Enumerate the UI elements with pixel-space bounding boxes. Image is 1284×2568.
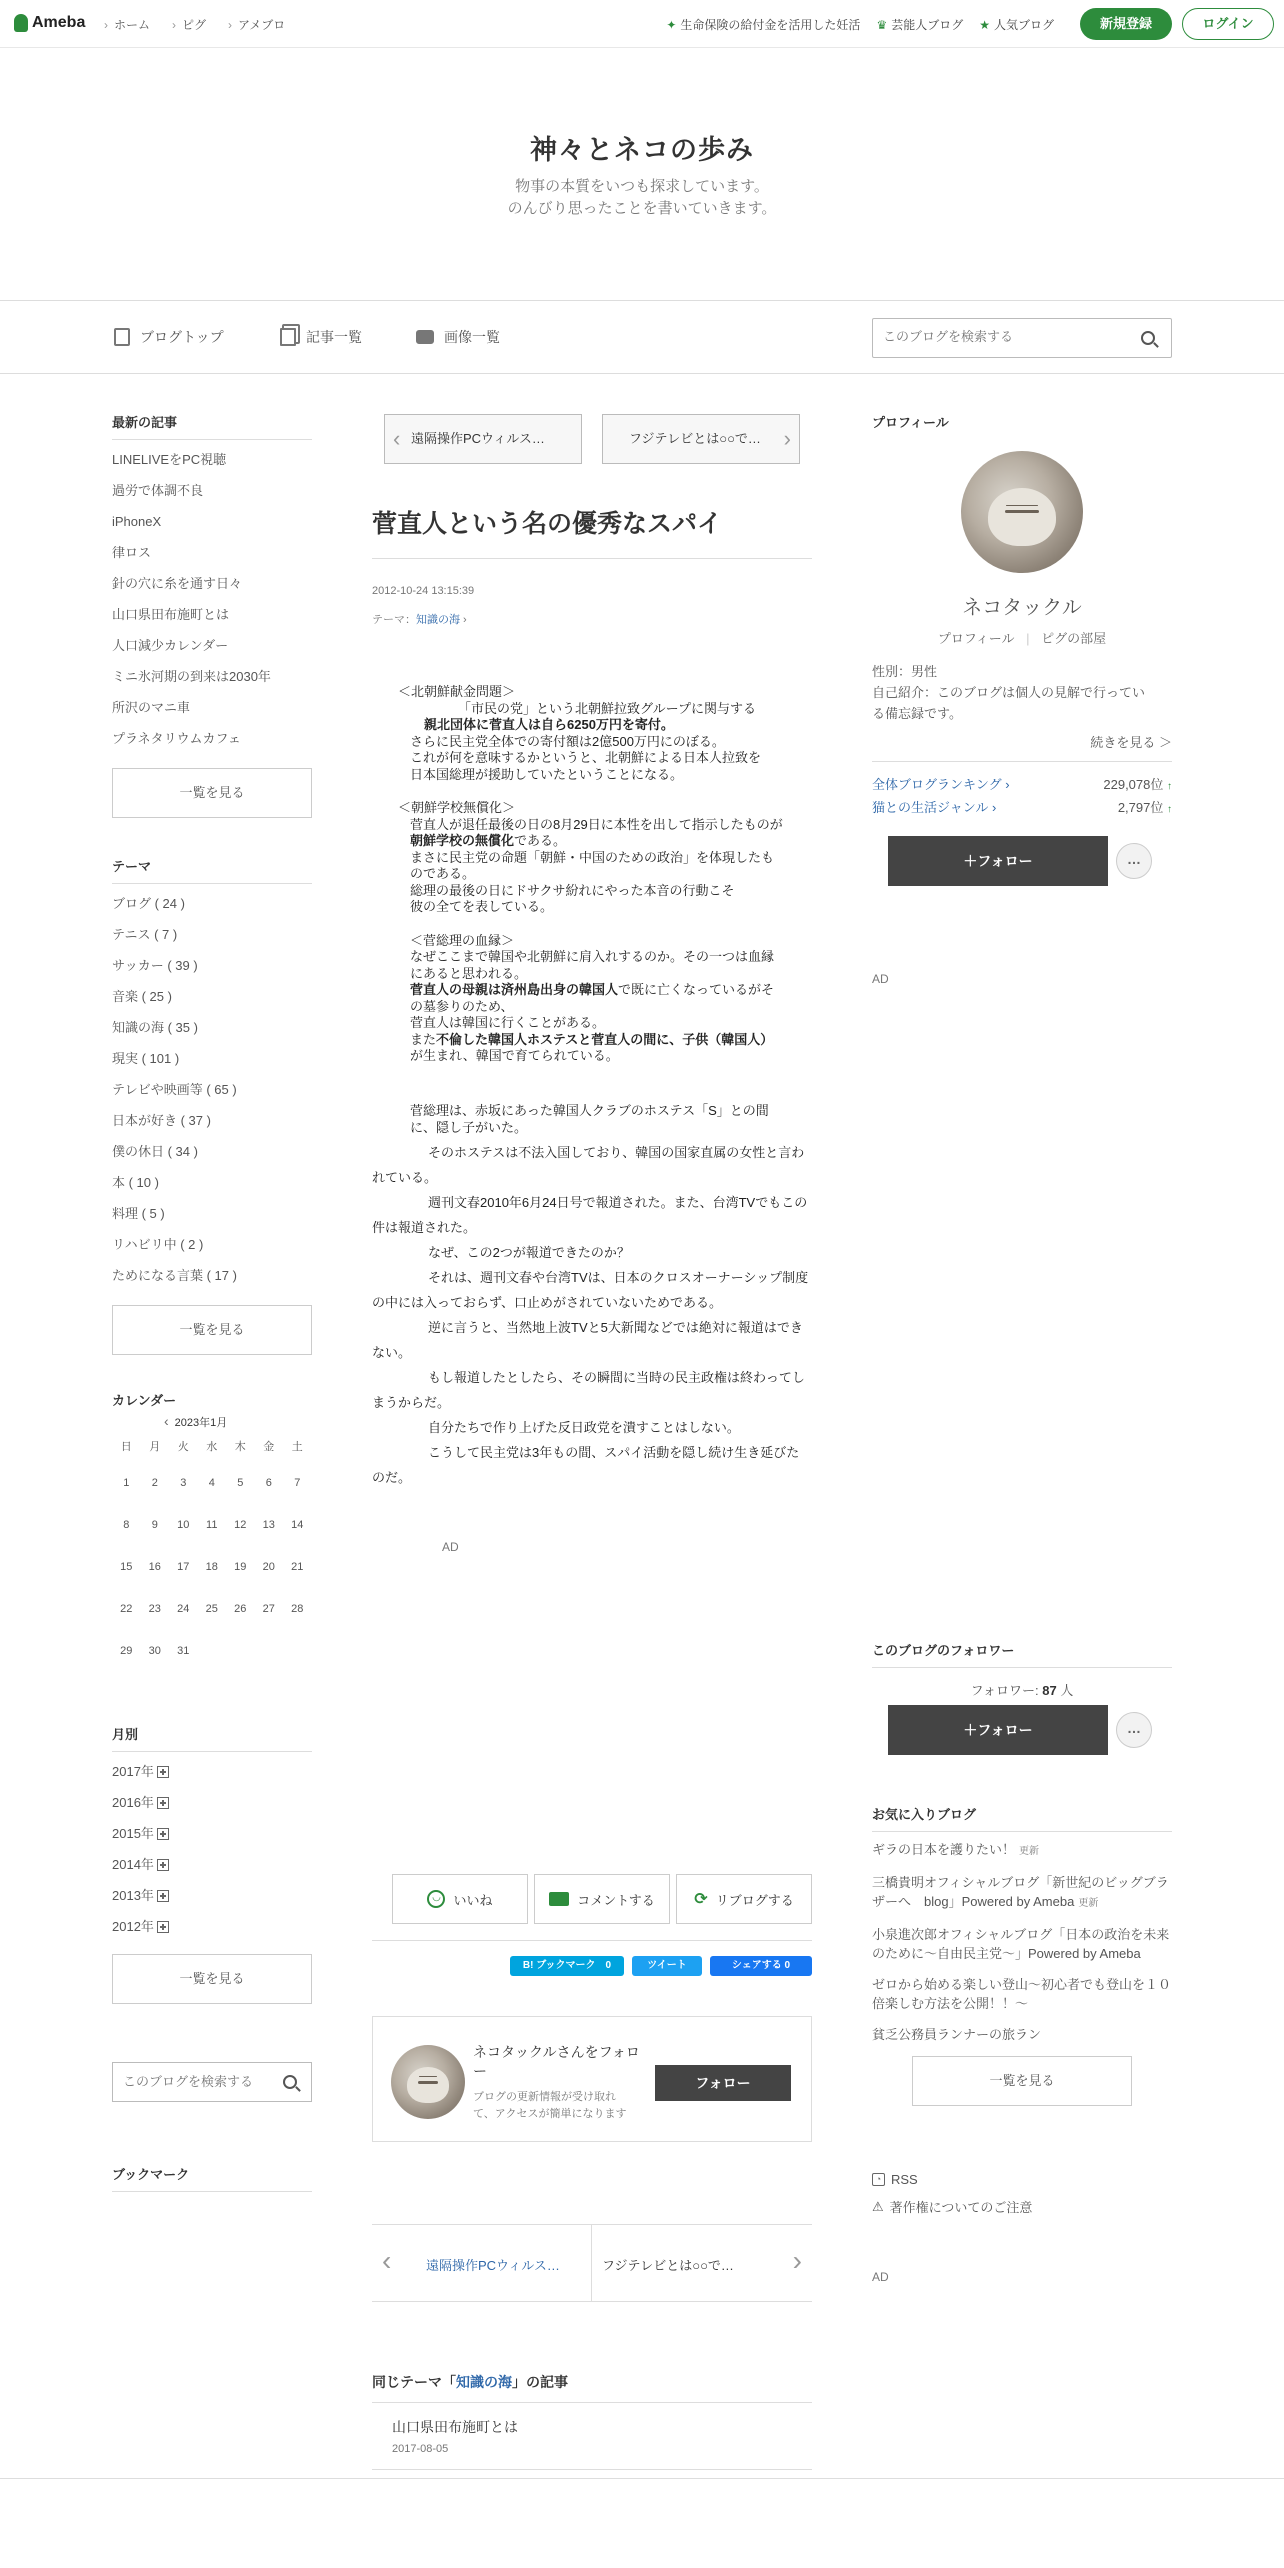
- calendar-dow: 水: [206, 1441, 218, 1453]
- body-paragraph: もし報道したとしたら、その瞬間に当時の民主政権は終わってしまうからだ。: [372, 1370, 805, 1410]
- right-ad-label: AD: [872, 972, 889, 986]
- body-paragraph: 菅総理は、赤坂にあった韓国人クラブのホステス「S」との間: [410, 1103, 769, 1118]
- followers-heading: このブログのフォロワー: [872, 1640, 1172, 1668]
- subnav-article-list[interactable]: [280, 327, 362, 347]
- subnav-label: 記事一覧: [306, 329, 362, 345]
- calendar-day: 16: [148, 1561, 161, 1573]
- followers-prefix: フォロワー:: [970, 1683, 1039, 1698]
- month-list: [112, 1756, 312, 1942]
- body-heading: ＜菅総理の血縁＞: [410, 932, 515, 948]
- comment-icon: [549, 1892, 569, 1906]
- related-article[interactable]: [372, 2403, 812, 2470]
- fav-item-title: ゼロから始める楽しい登山～初心者でも登山を１０倍楽しむ方法を公開！！～: [872, 1977, 1172, 2011]
- body-line: にあると思われる。: [410, 965, 528, 981]
- fav-item[interactable]: [872, 1873, 1172, 1913]
- body-paragraph: なぜ、この2つが報道できたのか？: [428, 1245, 630, 1260]
- blog-description: [0, 176, 1284, 220]
- main-ad-label: AD: [442, 1540, 459, 1554]
- ranking-genre-value: [1118, 797, 1172, 820]
- related-article-title: 山口県田布施町とは: [392, 2419, 518, 2435]
- top-link-popular[interactable]: [979, 16, 1054, 33]
- blog-title[interactable]: 神々とネコの歩み: [530, 135, 754, 165]
- same-theme-link[interactable]: 知識の海: [456, 2374, 512, 2390]
- profile-avatar[interactable]: [961, 451, 1083, 573]
- expand-plus-icon[interactable]: [157, 1766, 169, 1778]
- calendar-day: 11: [206, 1519, 218, 1531]
- profile-links: [872, 628, 1172, 647]
- calendar: [112, 1390, 312, 1672]
- reblog-icon: ⟳: [694, 1891, 708, 1908]
- recent-item[interactable]: 山口県田布施町とは: [112, 607, 230, 622]
- article-body-paragraphs: [372, 1102, 812, 1490]
- body-paragraph: に、隠し子がいた。: [410, 1120, 528, 1135]
- more-options-button[interactable]: …: [1116, 1712, 1152, 1748]
- calendar-day: 27: [262, 1603, 275, 1615]
- followers-count: 87: [1042, 1683, 1057, 1698]
- ameba-logo-icon: [14, 14, 28, 32]
- calendar-month-row: [112, 1413, 312, 1430]
- month-label: 2014年: [112, 1857, 154, 1872]
- calendar-day: 22: [120, 1603, 133, 1615]
- blog-desc-line: 物事の本質をいつも探求しています。: [515, 178, 769, 195]
- body-paragraph: それは、週刊文春や台湾TVは、日本のクロスオーナーシップ制度の中には入っておらず、口止めがされていないためである。: [372, 1270, 809, 1310]
- profile-divider: [872, 761, 1172, 762]
- article-theme: [372, 611, 812, 627]
- recent-item[interactable]: 律ロス: [112, 545, 152, 560]
- month-item[interactable]: [112, 1911, 312, 1942]
- search-icon[interactable]: [1141, 331, 1155, 345]
- calendar-dow: 日: [120, 1441, 132, 1453]
- profile-info: [872, 661, 1172, 724]
- body-heading: ＜北朝鮮献金問題＞: [398, 684, 516, 699]
- recent-item[interactable]: 針の穴に糸を通す日々: [112, 576, 243, 591]
- body-line: 「市民の党」という北朝鮮拉致グループに関与する: [458, 700, 756, 716]
- crumb-ameblo[interactable]: › アメブロ: [228, 16, 285, 33]
- blog-desc-line: のんびり思ったことを書いていきます。: [507, 200, 777, 217]
- month-label: 2017年: [112, 1764, 154, 1779]
- theme-item[interactable]: テレビや映画等 ( 65 ): [112, 1082, 237, 1097]
- theme-item[interactable]: 音楽 ( 25 ): [112, 989, 172, 1004]
- chevron-left-icon[interactable]: ‹: [164, 1413, 169, 1429]
- ranking-label: 全体ブログランキング: [872, 777, 1002, 792]
- arrow-up-icon: ↑: [1167, 804, 1172, 815]
- fav-item-title: ギラの日本を護りたい！: [872, 1842, 1016, 1857]
- theme-item[interactable]: ブログ ( 24 ): [112, 896, 185, 911]
- month-label: 2012年: [112, 1919, 154, 1934]
- ranking-overall-link[interactable]: 全体ブログランキング ›: [872, 777, 1010, 792]
- recent-heading: 最新の記事: [112, 412, 312, 440]
- bottom-prev-label: 遠隔操作PCウィルス…: [426, 2258, 560, 2273]
- document-icon: [114, 328, 130, 346]
- body-line: 菅直人は韓国に行くことがある。: [410, 1015, 606, 1030]
- calendar-day: 29: [120, 1645, 133, 1657]
- calendar-day: 6: [265, 1477, 272, 1489]
- fav-more-button[interactable]: 一覧を見る: [912, 2056, 1132, 2106]
- calendar-day: 20: [262, 1561, 275, 1573]
- next-article-button[interactable]: [602, 414, 800, 464]
- calendar-day: 1: [123, 1477, 130, 1489]
- fav-item-title: 小泉進次郎オフィシャルブログ「日本の政治を未来のために～自由民主党～」Powered by Ameba: [872, 1927, 1170, 1961]
- hatena-bookmark-button[interactable]: B! ブックマーク 0: [510, 1956, 624, 1976]
- blog-search-input[interactable]: [883, 329, 1123, 344]
- followers-section: [872, 1640, 1172, 1755]
- ranking-label: 猫との生活ジャンル: [872, 800, 989, 815]
- theme-item[interactable]: 本 ( 10 ): [112, 1175, 159, 1190]
- blog-subnav: [0, 300, 1284, 374]
- body-line: また: [410, 1031, 437, 1047]
- body-line: の墓参りのため、: [410, 998, 514, 1014]
- crumb-pig[interactable]: › ピグ: [172, 16, 206, 33]
- calendar-day: 23: [148, 1603, 161, 1615]
- blog-search-box: [872, 318, 1172, 358]
- article-header: [372, 504, 812, 627]
- body-line: のである。: [410, 866, 476, 881]
- expand-plus-icon[interactable]: [157, 1921, 169, 1933]
- chevron-left-icon: ‹: [382, 2245, 392, 2276]
- top-link-label: 人気ブログ: [993, 18, 1054, 32]
- month-more-button[interactable]: 一覧を見る: [112, 1954, 312, 2004]
- calendar-day: 28: [291, 1603, 304, 1615]
- profile-name[interactable]: ネコタックル: [962, 597, 1082, 619]
- fav-item-title: 三橋貴明オフィシャルブログ「新世紀のビッグブラザーへ blog」Powered by Ameba: [872, 1875, 1169, 1909]
- login-button[interactable]: ログイン: [1182, 8, 1274, 40]
- profile-section: [872, 412, 1172, 886]
- calendar-day: 3: [180, 1477, 187, 1489]
- follow-card: [372, 2016, 812, 2142]
- read-more-link[interactable]: 続きを見る ＞: [1090, 735, 1172, 750]
- crown-icon: ♛: [876, 18, 888, 32]
- month-item[interactable]: [112, 1756, 312, 1787]
- article-body-sections: [372, 684, 812, 1065]
- theme-item[interactable]: 料理 ( 5 ): [112, 1206, 165, 1221]
- calendar-dow: 月: [149, 1441, 161, 1453]
- top-link-label: 生命保険の給付金を活用した妊活: [680, 18, 861, 32]
- calendar-day: 7: [294, 1477, 301, 1489]
- month-heading: 月別: [112, 1724, 312, 1752]
- side-search-box: [112, 2062, 312, 2102]
- calendar-dow: 火: [177, 1441, 189, 1453]
- calendar-day: 21: [291, 1561, 304, 1573]
- update-badge: 更新: [1078, 1898, 1099, 1909]
- tweet-button[interactable]: ツイート: [632, 1956, 702, 1976]
- ameba-logo[interactable]: [14, 14, 85, 32]
- arrow-up-icon: ↑: [1167, 781, 1172, 792]
- prev-article-button[interactable]: [384, 414, 582, 464]
- theme-item[interactable]: テニス ( 7 ): [112, 927, 178, 942]
- breadcrumb: [104, 16, 285, 33]
- expand-plus-icon[interactable]: [157, 1797, 169, 1809]
- follow-card-desc-line: ブログの更新情報が受け取れ: [473, 2091, 616, 2103]
- top-links: [666, 16, 1054, 33]
- title-divider: [372, 558, 812, 559]
- calendar-day: 4: [208, 1477, 215, 1489]
- follow-card-title-line: ー: [473, 2063, 487, 2079]
- followers-follow-row: [872, 1705, 1172, 1755]
- theme-item[interactable]: 日本が好き ( 37 ): [112, 1113, 211, 1128]
- bookmark-heading: ブックマーク: [112, 2164, 312, 2192]
- month-item[interactable]: [112, 1849, 312, 1880]
- theme-items: [112, 888, 312, 1291]
- profile-gender: 性別：男性: [872, 664, 938, 679]
- recent-item[interactable]: 人口減少カレンダー: [112, 638, 229, 653]
- month-label: 2016年: [112, 1795, 154, 1810]
- profile-follow-row: [872, 836, 1172, 886]
- ranking-genre: [872, 797, 1172, 820]
- calendar-day: 24: [177, 1603, 190, 1615]
- subnav-image-list[interactable]: [416, 327, 500, 347]
- warning-icon: ⚠: [872, 2198, 884, 2214]
- calendar-day: 25: [205, 1603, 218, 1615]
- reblog-button[interactable]: [676, 1874, 812, 1924]
- separator: |: [1026, 631, 1030, 646]
- body-line: なぜここまで韓国や北朝鮮に肩入れするのか。その一つは血縁: [410, 949, 775, 964]
- profile-link[interactable]: プロフィール: [937, 631, 1015, 646]
- fav-item[interactable]: [872, 1975, 1172, 2013]
- rss-label: RSS: [891, 2172, 918, 2187]
- calendar-day: 5: [237, 1477, 244, 1489]
- right-ad-label-2: AD: [872, 2270, 889, 2284]
- calendar-day: 9: [151, 1519, 158, 1531]
- body-line: 彼の全てを表している。: [410, 899, 554, 914]
- copyright-link[interactable]: [872, 2197, 1172, 2216]
- star-icon: ★: [979, 18, 990, 32]
- ranking-value: 229,078位: [1103, 777, 1164, 792]
- bottom-prev-button[interactable]: [372, 2225, 592, 2301]
- related-article-date: 2017-08-05: [392, 2443, 449, 2455]
- expand-plus-icon[interactable]: [157, 1890, 169, 1902]
- article-pager-top: [372, 414, 812, 464]
- article-title[interactable]: 菅直人という名の優秀なスパイ: [372, 510, 723, 538]
- same-theme-section: [372, 2372, 812, 2470]
- side-search-input[interactable]: [123, 2074, 273, 2089]
- ranking-overall: [872, 774, 1172, 797]
- theme-more-button[interactable]: 一覧を見る: [112, 1305, 312, 1355]
- fav-item[interactable]: [872, 1840, 1172, 1861]
- action-divider: [372, 1940, 812, 1941]
- theme-list: [112, 856, 312, 1355]
- body-line-bold: 朝鮮学校の無償化: [410, 833, 515, 848]
- chevron-right-icon: ›: [792, 2245, 802, 2276]
- theme-heading: テーマ: [112, 856, 312, 884]
- follow-card-title-line: ネコタックルさんをフォロ: [473, 2044, 640, 2060]
- body-line: で既に亡くなっているがそ: [618, 982, 775, 997]
- month-item[interactable]: [112, 1880, 312, 1911]
- body-paragraph: 逆に言うと、当然地上波TVと5大新聞などでは絶対に報道はできない。: [372, 1320, 803, 1360]
- ranking-value: 2,797位: [1117, 800, 1164, 815]
- profile-follow-button[interactable]: ＋フォロー: [888, 836, 1108, 886]
- rss-icon: ◔: [872, 2173, 885, 2186]
- profile-intro: る備忘録です。: [872, 706, 962, 721]
- body-line-bold: 菅直人の母親は済州島出身の韓国人: [410, 982, 619, 997]
- next-article-label: フジテレビとは○○で…: [629, 431, 761, 446]
- calendar-day: 12: [234, 1519, 247, 1531]
- facebook-share-button[interactable]: シェアする 0: [710, 1956, 812, 1976]
- bookmark-section: [112, 2164, 312, 2192]
- top-link-ninkatsu[interactable]: [666, 16, 860, 33]
- theme-item[interactable]: サッカー ( 39 ): [112, 958, 198, 973]
- article-date: 2012-10-24 13:15:39: [372, 585, 475, 597]
- month-label: 2013年: [112, 1888, 154, 1903]
- follow-card-desc-line: て、アクセスが簡単になります: [473, 2108, 627, 2120]
- body-heading: ＜朝鮮学校無償化＞: [398, 800, 516, 815]
- body-line: さらに民主党全体での寄付額は2億500万円にのぼる。: [410, 733, 725, 749]
- calendar-day: 17: [177, 1561, 190, 1573]
- prev-article-label: 遠隔操作PCウィルス…: [411, 431, 545, 446]
- follow-card-button[interactable]: フォロー: [655, 2065, 791, 2101]
- calendar-day: 8: [123, 1519, 130, 1531]
- calendar-day: 18: [205, 1561, 218, 1573]
- footer-divider: [0, 2478, 1284, 2479]
- body-line-bold: 親北団体に菅直人は自ら6250万円を寄付。: [424, 717, 674, 732]
- calendar-day: 2: [151, 1477, 158, 1489]
- smile-icon: ◡: [427, 1890, 445, 1908]
- recent-item[interactable]: 過労で体調不良: [112, 483, 204, 498]
- theme-item[interactable]: ためになる言葉 ( 17 ): [112, 1268, 237, 1283]
- like-button[interactable]: [392, 1874, 528, 1924]
- calendar-day: 14: [291, 1519, 304, 1531]
- register-button[interactable]: 新規登録: [1080, 8, 1172, 40]
- calendar-heading: カレンダー: [112, 1393, 177, 1408]
- body-line: まさに民主党の命題「朝鮮・中国のための政治」を体現したも: [410, 849, 775, 865]
- calendar-grid: [112, 1432, 312, 1672]
- calendar-day: 15: [120, 1561, 133, 1573]
- bottom-next-button[interactable]: [592, 2225, 812, 2301]
- calendar-day: 31: [177, 1645, 190, 1657]
- same-theme-heading: [372, 2372, 812, 2403]
- calendar-day: 13: [262, 1519, 275, 1531]
- chevron-left-icon: ‹: [393, 426, 401, 451]
- top-link-label: 芸能人ブログ: [891, 18, 964, 32]
- like-label: いいね: [453, 1892, 493, 1908]
- ranking-overall-value: [1103, 774, 1172, 797]
- subnav-label: ブログトップ: [140, 329, 224, 345]
- calendar-day: 19: [234, 1561, 247, 1573]
- chevron-right-icon: ›: [783, 426, 791, 451]
- month-item[interactable]: [112, 1787, 312, 1818]
- side-search: [112, 2062, 312, 2102]
- pig-room-link[interactable]: ピグの部屋: [1041, 631, 1107, 646]
- right-footer-links: [872, 2172, 1172, 2216]
- same-theme-pre: 同じテーマ「: [372, 2374, 456, 2390]
- copy-icon: [280, 328, 296, 346]
- update-badge: 更新: [1019, 1846, 1040, 1857]
- theme-item[interactable]: 僕の休日 ( 34 ): [112, 1144, 198, 1159]
- body-paragraph: 自分たちで作り上げた反日政党を潰すことはしない。: [428, 1420, 740, 1435]
- recent-item[interactable]: LINELIVEをPC視聴: [112, 452, 227, 467]
- top-nav: [0, 0, 1284, 48]
- chevron-right-icon: ›: [460, 614, 467, 626]
- calendar-dow: 木: [234, 1441, 246, 1453]
- profile-intro: 自己紹介：このブログは個人の見解で行ってい: [872, 685, 1146, 700]
- expand-plus-icon[interactable]: [157, 1859, 169, 1871]
- follow-card-desc: [473, 2089, 626, 2123]
- theme-item[interactable]: 知識の海 ( 35 ): [112, 1020, 198, 1035]
- comment-button[interactable]: [534, 1874, 670, 1924]
- reblog-label: リブログする: [715, 1892, 794, 1908]
- fav-list: [872, 1840, 1172, 2044]
- month-item[interactable]: [112, 1818, 312, 1849]
- calendar-month: 2023年1月: [174, 1417, 228, 1429]
- recent-more-button[interactable]: 一覧を見る: [112, 768, 312, 818]
- body-paragraph: 週刊文春2010年6月24日号で報道された。また、台湾TVでもこの件は報道された。: [372, 1195, 808, 1235]
- same-theme-post: 」の記事: [512, 2374, 568, 2390]
- article-pager-bottom: [372, 2224, 812, 2302]
- recent-item[interactable]: iPhoneX: [112, 514, 162, 529]
- bottom-next-label: フジテレビとは○○で…: [602, 2258, 734, 2273]
- theme-item[interactable]: リハビリ中 ( 2 ): [112, 1237, 204, 1252]
- fav-item-title: 貧乏公務員ランナーの旅ラン: [872, 2027, 1042, 2042]
- body-line: である。: [514, 833, 567, 848]
- recent-item[interactable]: ミニ氷河期の到来は2030年: [112, 669, 271, 684]
- body-line: が生まれ、韓国で育てられている。: [410, 1048, 619, 1063]
- body-paragraph: こうして民主党は3年もの間、スパイ活動を隠し続け生き延びたのだ。: [372, 1445, 800, 1485]
- followers-count-row: [872, 1680, 1172, 1699]
- subnav-label: 画像一覧: [444, 329, 500, 345]
- search-icon[interactable]: [283, 2075, 297, 2089]
- theme-link[interactable]: 知識の海: [416, 614, 460, 626]
- body-paragraph: そのホステスは不法入国しており、韓国の国家直属の女性と言われている。: [372, 1145, 805, 1185]
- comment-label: コメントする: [577, 1892, 655, 1908]
- sparkle-icon: ✦: [666, 18, 677, 32]
- expand-plus-icon[interactable]: [157, 1828, 169, 1840]
- recent-articles: [112, 412, 312, 818]
- theme-prefix: テーマ：: [372, 614, 416, 626]
- favorite-blogs: [872, 1804, 1172, 2106]
- fav-heading: お気に入りブログ: [872, 1804, 1172, 1832]
- subnav-blog-top[interactable]: [114, 327, 224, 347]
- camera-icon: [416, 330, 434, 344]
- calendar-dow: 金: [263, 1441, 275, 1453]
- logo-text: Ameba: [32, 14, 86, 31]
- recent-list: [112, 444, 312, 754]
- calendar-day: 10: [177, 1519, 190, 1531]
- body-line: 日本国総理が援助していたということになる。: [410, 766, 684, 782]
- body-line-bold: 不倫した韓国人ホステスと菅直人の間に、子供（韓国人）: [436, 1031, 774, 1047]
- fav-item[interactable]: [872, 1925, 1172, 1963]
- theme-item[interactable]: 現実 ( 101 ): [112, 1051, 180, 1066]
- followers-follow-button[interactable]: ＋フォロー: [888, 1705, 1108, 1755]
- top-link-geinou[interactable]: [876, 16, 963, 33]
- body-line: 菅直人が退任最後の日の8月29日に本性を出して指示したものが: [410, 816, 783, 832]
- calendar-day: 26: [234, 1603, 247, 1615]
- recent-item[interactable]: 所沢のマニ車: [112, 700, 191, 715]
- fav-item[interactable]: [872, 2025, 1172, 2044]
- crumb-home[interactable]: › ホーム: [104, 16, 150, 33]
- copyright-label: 著作権についてのご注意: [889, 2200, 1033, 2215]
- rss-link[interactable]: [872, 2172, 1172, 2187]
- calendar-day: 30: [148, 1645, 161, 1657]
- recent-item[interactable]: プラネタリウムカフェ: [112, 731, 241, 746]
- month-label: 2015年: [112, 1826, 154, 1841]
- calendar-dow: 土: [291, 1441, 303, 1453]
- ranking-genre-link[interactable]: 猫との生活ジャンル ›: [872, 800, 997, 815]
- more-options-button[interactable]: …: [1116, 843, 1152, 879]
- author-avatar[interactable]: [391, 2045, 465, 2119]
- follow-card-title: [473, 2043, 640, 2081]
- followers-suffix: 人: [1060, 1683, 1074, 1698]
- monthly-archive: [112, 1724, 312, 2004]
- body-line: これが何を意味するかというと、北朝鮮による日本人拉致を: [410, 750, 762, 765]
- body-line: 総理の最後の日にドサクサ紛れにやった本音の行動こそ: [410, 882, 735, 898]
- profile-heading: プロフィール: [872, 415, 949, 430]
